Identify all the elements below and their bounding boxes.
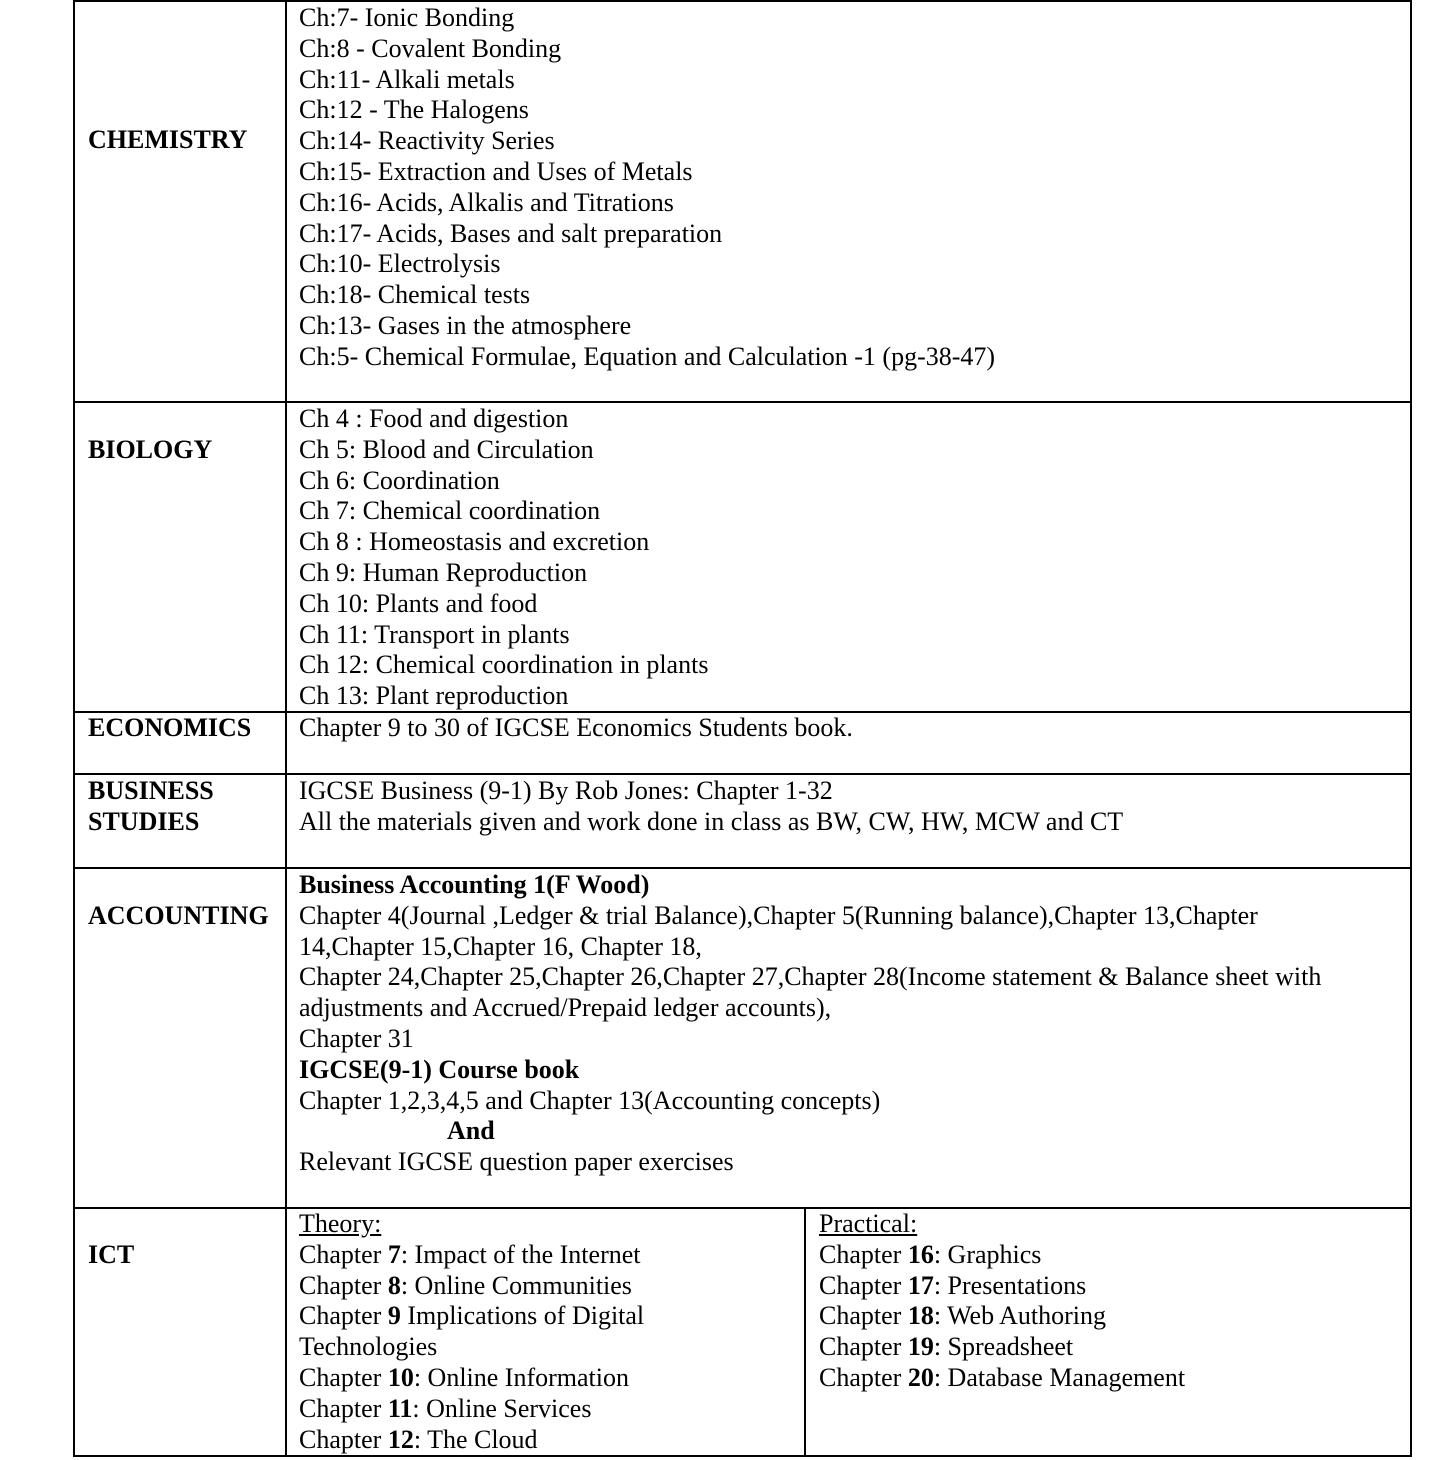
list-item: Ch:17- Acids, Bases and salt preparation	[299, 218, 723, 248]
list-item: Ch 7: Chemical coordination	[299, 496, 601, 526]
list-item: Ch 5: Blood and Circulation	[299, 434, 594, 464]
table-border-right	[1410, 0, 1412, 1457]
ict-column-divider	[804, 1208, 806, 1457]
list-item: Ch:15- Extraction and Uses of Metals	[299, 156, 693, 186]
list-item: Ch:5- Chemical Formulae, Equation and Calculation -1 (pg-38-47)	[299, 341, 996, 371]
biology-chapter-list	[299, 404, 708, 712]
ict-practical-list	[819, 1209, 1185, 1394]
row-divider	[73, 0, 1412, 2]
list-item: Technologies	[299, 1332, 438, 1362]
row-divider	[73, 867, 1412, 869]
subject-accounting: ACCOUNTING	[88, 901, 269, 930]
subject-business-studies: BUSINESS STUDIES	[88, 776, 214, 836]
list-item: Ch 4 : Food and digestion	[299, 404, 569, 433]
list-item: Chapter 18: Web Authoring	[819, 1301, 1107, 1331]
list-item: Ch 8 : Homeostasis and excretion	[299, 527, 650, 557]
list-item: Chapter 8: Online Communities	[299, 1270, 632, 1300]
list-item: Ch 12: Chemical coordination in plants	[299, 650, 709, 680]
list-item: Ch 13: Plant reproduction	[299, 681, 569, 711]
list-item: Chapter 24,Chapter 25,Chapter 26,Chapter 27,Chapter 28(Income statement & Balance sheet with	[299, 962, 1322, 992]
list-item: Ch:13- Gases in the atmosphere	[299, 310, 632, 340]
list-item: Ch:12 - The Halogens	[299, 95, 529, 125]
list-item: Chapter 10: Online Information	[299, 1362, 629, 1392]
list-item: Ch:16- Acids, Alkalis and Titrations	[299, 187, 674, 217]
column-divider	[285, 0, 287, 1457]
table-border-left	[73, 0, 75, 1457]
list-item: Ch 10: Plants and food	[299, 588, 538, 618]
list-item: Chapter 9 to 30 of IGCSE Economics Students book.	[299, 713, 853, 742]
list-item: Ch 11: Transport in plants	[299, 619, 570, 649]
book-heading: Business Accounting 1(F Wood)	[299, 870, 650, 899]
list-item: Ch:7- Ionic Bonding	[299, 3, 515, 32]
list-item: Ch:8 - Covalent Bonding	[299, 33, 562, 63]
row-divider	[73, 1207, 1412, 1209]
economics-content	[299, 713, 853, 744]
row-divider	[73, 401, 1412, 403]
list-item: IGCSE Business (9-1) By Rob Jones: Chapter 1-32	[299, 776, 833, 805]
list-item: Chapter 19: Spreadsheet	[819, 1332, 1074, 1362]
list-item: Chapter 17: Presentations	[819, 1270, 1087, 1300]
table-border-bottom	[73, 1455, 1412, 1457]
chemistry-chapter-list	[299, 3, 995, 373]
list-item: Chapter 12: The Cloud	[299, 1424, 538, 1454]
list-item: Chapter 1,2,3,4,5 and Chapter 13(Accounting concepts)	[299, 1085, 881, 1115]
list-item: All the materials given and work done in class as BW, CW, HW, MCW and CT	[299, 806, 1124, 836]
list-item: Ch:10- Electrolysis	[299, 249, 501, 279]
subject-economics: ECONOMICS	[88, 713, 252, 742]
practical-label: Practical:	[819, 1209, 918, 1238]
row-divider	[73, 773, 1412, 775]
list-item: Chapter 20: Database Management	[819, 1362, 1186, 1392]
book-heading: IGCSE(9-1) Course book	[299, 1054, 580, 1084]
list-item: Ch 9: Human Reproduction	[299, 557, 588, 587]
list-item: Chapter 31	[299, 1023, 414, 1053]
list-item: Chapter 11: Online Services	[299, 1393, 592, 1423]
list-item: Relevant IGCSE question paper exercises	[299, 1147, 734, 1177]
and-connector: And	[447, 1116, 495, 1146]
subject-biology: BIOLOGY	[88, 435, 213, 464]
list-item: Ch 6: Coordination	[299, 465, 500, 495]
list-item: Ch:14- Reactivity Series	[299, 126, 555, 156]
subject-ict: ICT	[88, 1240, 135, 1269]
list-item: Chapter 16: Graphics	[819, 1239, 1042, 1269]
subject-chemistry: CHEMISTRY	[88, 125, 248, 154]
list-item: 14,Chapter 15,Chapter 16, Chapter 18,	[299, 931, 702, 961]
business-content	[299, 776, 1123, 838]
list-item: Ch:11- Alkali metals	[299, 64, 515, 94]
accounting-content	[299, 870, 1321, 1178]
ict-theory-list	[299, 1209, 644, 1455]
list-item: Ch:18- Chemical tests	[299, 280, 531, 310]
theory-label: Theory:	[299, 1209, 382, 1238]
list-item: Chapter 4(Journal ,Ledger & trial Balance),Chapter 5(Running balance),Chapter 13,Chapter	[299, 900, 1258, 930]
list-item: Chapter 9 Implications of Digital	[299, 1301, 645, 1331]
list-item: Chapter 7: Impact of the Internet	[299, 1239, 641, 1269]
list-item: adjustments and Accrued/Prepaid ledger accounts),	[299, 993, 832, 1023]
